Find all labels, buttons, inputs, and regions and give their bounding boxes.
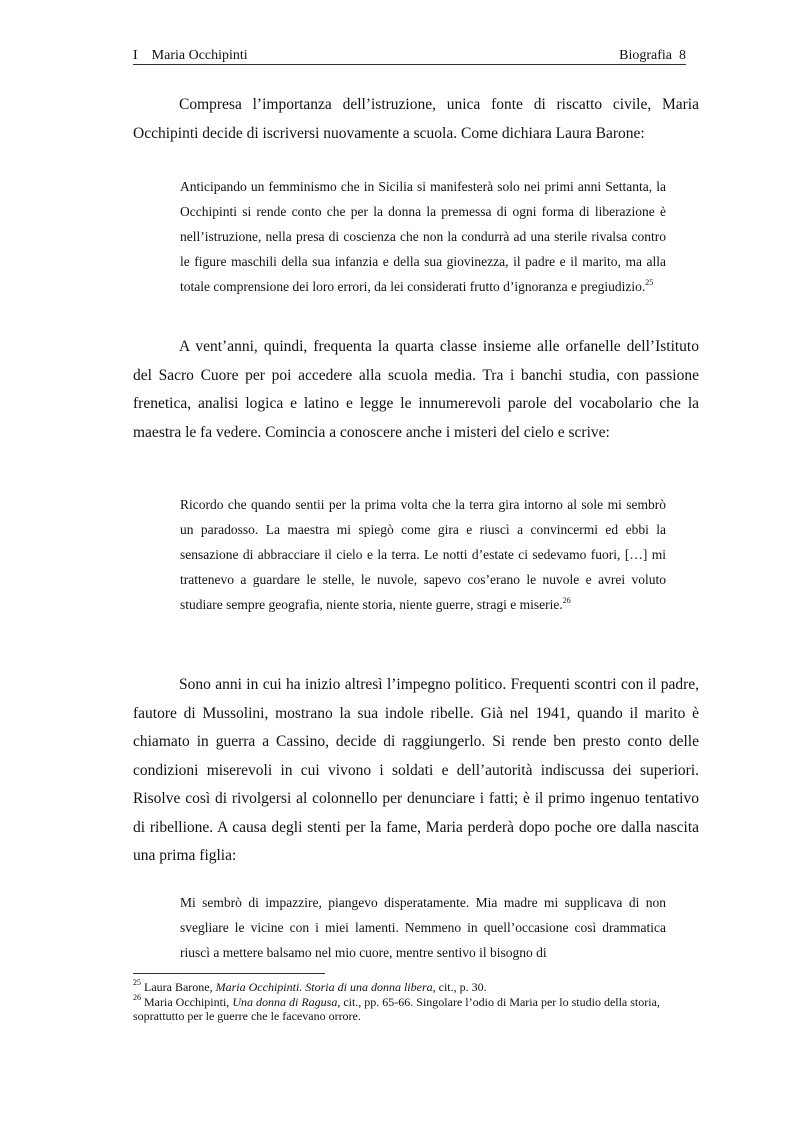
footnote-citation: , cit., p. 30. [432, 980, 487, 994]
block-quote-2 [180, 492, 666, 617]
page-header [133, 50, 686, 65]
footnote-author: Maria Occhipinti, [141, 994, 233, 1009]
body-paragraph-1: Compresa l’importanza dell’istruzione, unica fonte di riscatto civile, Maria Occhipinti decide di iscriversi nuovamente a scuola. Come dichiara Laura Barone: [133, 96, 699, 142]
footnote-author: Laura Barone, [141, 980, 216, 994]
footnote-26 [133, 992, 693, 1024]
block-quote-1 [180, 174, 666, 299]
footnote-ref-25[interactable]: 25 [645, 278, 654, 287]
footnote-citation: , cit., pp. 65-66. Singolare l’odio di Maria per lo studio della storia, soprattutto per le guerre che le facevano orrore. [133, 994, 660, 1023]
running-title: I Maria Occhipinti [133, 48, 248, 63]
footnotes [133, 980, 693, 1024]
footnote-number: 25 [133, 978, 141, 987]
footnote-book-title: Una donna di Ragusa [232, 994, 338, 1009]
body-paragraph-3: Sono anni in cui ha inizio altresì l’impegno politico. Frequenti scontri con il padre, fautore di Mussolini, mostrano la sua indole ribelle. Già nel 1941, quando il marito è chiamato in guerra a Cassino, decide di raggiungerlo. Si rende ben presto conto delle condizioni miserevoli in cui vivono i soldati e dell’autorità indiscussa dei superiori. Risolve così di rivolgersi al colonnello per denunciare i fatti; è il primo ingenuo tentativo di ribellione. A causa degli stenti per la fame, Maria perderà dopo poche ore dalla nascita una prima figlia: [133, 676, 699, 864]
footnote-25 [133, 980, 693, 995]
block-quote-2-text: Ricordo che quando sentii per la prima volta che la terra gira intorno al sole mi sembrò un paradosso. La maestra mi spiegò come gira e riuscì a convincermi ed ebbi la sensazione di abbracciare il cielo e la terra. Le notti d’estate ci sedevamo fuori, […] mi trattenevo a guardare le stelle, le nuvole, sapevo cos’erano le nuvole e avrei voluto studiare sempre geografia, niente storia, niente guerre, stragi e miserie. [180, 497, 666, 612]
body-paragraph-2: A vent’anni, quindi, frequenta la quarta classe insieme alle orfanelle dell’Istituto del Sacro Cuore per poi accedere alla scuola media. Tra i banchi studia, con passione frenetica, analisi logica e latino e legge le innumerevoli parole del vocabolario che la maestra le fa vedere. Comincia a conoscere anche i misteri del cielo e scrive: [133, 338, 699, 441]
footnote-separator [133, 973, 325, 974]
page-number: Biografia 8 [619, 48, 686, 63]
block-quote-3: Mi sembrò di impazzire, piangevo disperatamente. Mia madre mi supplicava di non svegliare le vicine con i miei lamenti. Nemmeno in quell’occasione così drammatica riuscì a mettere balsamo nel mio cuore, mentre sentivo il bisogno di [180, 895, 666, 960]
footnote-book-title: Maria Occhipinti. Storia di una donna libera [215, 980, 433, 994]
footnote-number: 26 [133, 992, 141, 1002]
block-quote-1-text: Anticipando un femminismo che in Sicilia si manifesterà solo nei primi anni Settanta, la Occhipinti si rende conto che per la donna la premessa di ogni forma di liberazione è nell’istruzione, nella presa di coscienza che non la condurrà ad una sterile rivalsa contro le figure maschili della sua infanzia e della sua giovinezza, il padre e il marito, ma alla totale comprensione dei loro errori, da lei considerati frutto d’ignoranza e pregiudizio. [180, 179, 666, 294]
footnote-ref-26[interactable]: 26 [562, 596, 571, 605]
